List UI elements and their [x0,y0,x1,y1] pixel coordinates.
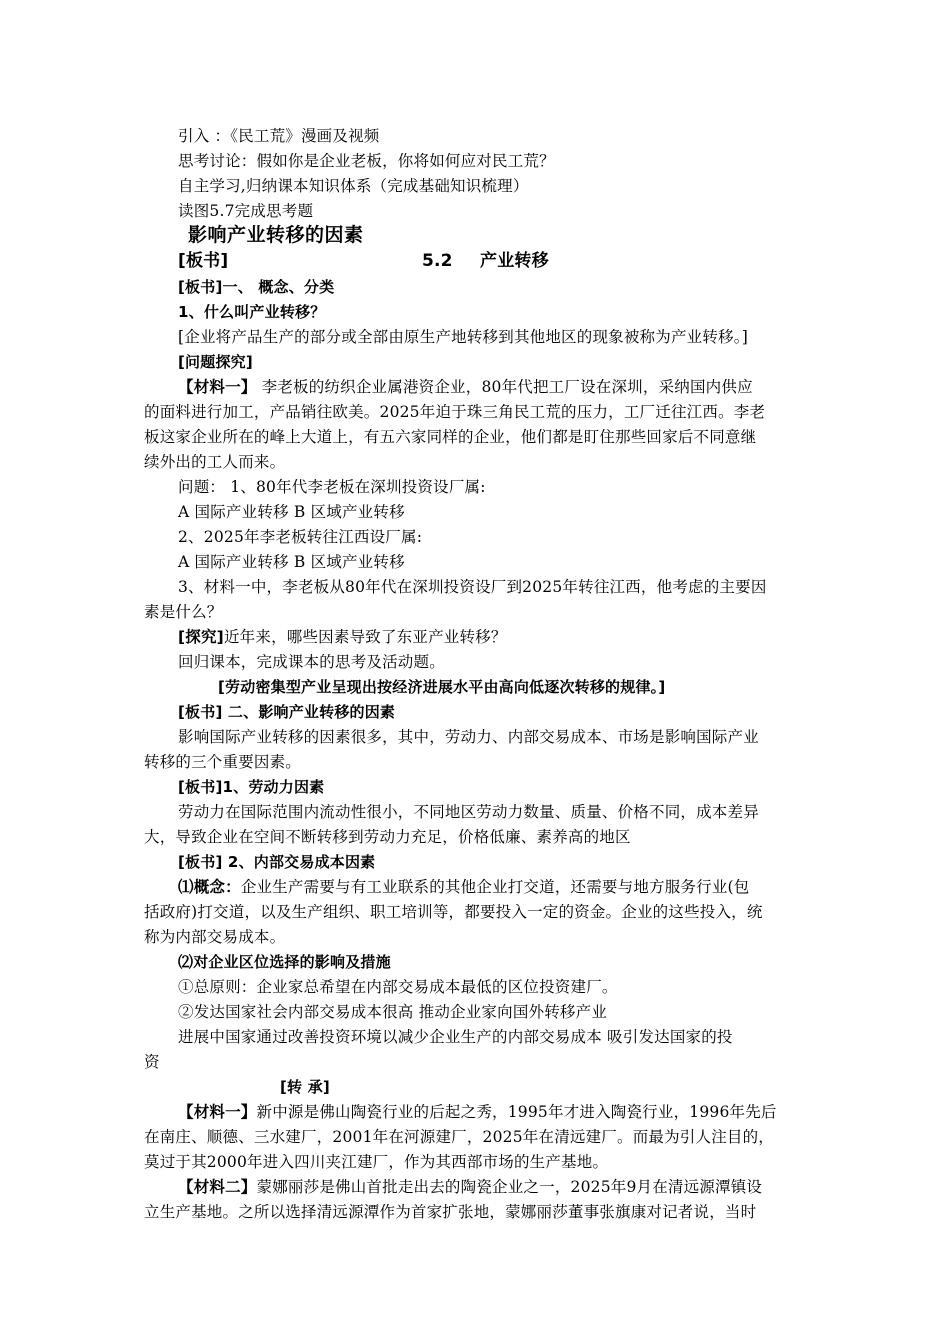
section2-para1-line-1: 影响国际产业转移的因素很多，其中，劳动力、内部交易成本、市场是影响国际产业 [178,728,759,746]
inquiry-label: [探究] [178,628,224,646]
intro-line-3: 自主学习,归纳课本知识体系（完成基础知识梳理） [178,177,529,195]
inquiry-line [178,626,507,648]
lesson-title: 产业转移 [480,251,549,271]
question-3-line-1: 3、材料一中，李老板从80年代在深圳投资设厂到2025年转往江西，他考虑的主要因 [178,578,767,596]
question-2: 2、2025年李老板转往江西设厂属: [178,528,423,546]
rule-statement: [劳动密集型产业呈现出按经济进展水平由高向低逐次转移的规律。] [218,678,666,696]
material1-line-2: 的面料进行加工，产品销往欧美。2025年迫于珠三角民工荒的压力，工厂迁往江西。李老 [144,403,766,421]
material1-line-1 [178,376,753,398]
material1-label: 【材料一】 [178,378,257,396]
section1-heading: [板书]一、 概念、分类 [178,278,335,296]
monalisa-line-2: 立生产基地。之所以选择清远源潭作为首家扩张地，蒙娜丽莎董事张旗康对记者说，当时 [144,1203,757,1221]
question-what-is: 1、什么叫产业转移？ [178,303,326,321]
lesson-number: 5.2 [422,251,453,271]
transition-heading: [转 承] [280,1078,330,1096]
developed-line: ②发达国家社会内部交易成本很高 推动企业家向国外转移产业 [178,1003,608,1021]
intro-line-2: 思考讨论：假如你是企业老板，你将如何应对民工荒？ [178,152,555,170]
material1-line-3: 板这家企业所在的峰上大道上，有五六家同样的企业，他们都是盯住那些回家后不同意继 [144,428,757,446]
concept-text-1: 企业生产需要与有工业联系的其他企业打交道，还需要与地方服务行业(包 [240,878,750,896]
question-1: 问题： 1、80年代李老板在深圳投资设厂属: [178,478,486,496]
inquiry-text: 近年来，哪些因素导致了东亚产业转移？ [223,628,507,646]
definition: [企业将产品生产的部分或全部由原生产地转移到其他地区的现象被称为产业转移。] [178,328,748,346]
concept-line-2: 括政府)打交道，以及生产组织、职工培训等，都要投入一定的资金。企业的这些投入，统 [144,903,763,921]
monalisa-line-1 [178,1176,762,1198]
intro-line-4: 读图5.7完成思考题 [178,202,314,220]
labor-line-1: 劳动力在国际范围内流动性很小，不同地区劳动力数量、质量、价格不同，成本差异 [178,803,759,821]
main-title: 影响产业转移的因素 [188,224,364,246]
xzy-line-2: 在南庄、顺德、三水建厂，2001年在河源建厂，2025年在清远建厂。而最为引人注目的， [144,1128,774,1146]
developing-line-2: 资 [144,1053,160,1071]
xzy-line-1 [178,1101,777,1123]
material1-text-1: 李老板的纺织企业属港资企业，80年代把工厂设在深圳，采纳国内供应 [256,378,753,396]
section2-para1-line-2: 转移的三个重要因素。 [144,753,302,771]
transaction-heading: [板书] 2、内部交易成本因素 [178,853,376,871]
developing-line-1: 进展中国家通过改善投资环境以减少企业生产的内部交易成本 吸引发达国家的投 [178,1028,733,1046]
principle-line: ①总原则：企业家总希望在内部交易成本最低的区位投资建厂。 [178,978,618,996]
concept-line-1 [178,876,749,898]
return-line: 回归课本，完成课本的思考及活动题。 [178,653,445,671]
monalisa-text-1: 蒙娜丽莎是佛山首批走出去的陶瓷企业之一，2025年9月在清远源潭镇设 [256,1178,763,1196]
section2-heading: [板书] 二、影响产业转移的因素 [178,703,396,721]
board-label: [板书] [178,251,229,271]
material1-line-4: 续外出的工人而来。 [144,453,286,471]
concept-label: ⑴概念： [178,878,241,896]
influence-heading: ⑵对企业区位选择的影响及措施 [178,953,391,971]
options-2: A 国际产业转移 B 区域产业转移 [178,553,405,571]
xzy-label: 【材料一】 [178,1103,257,1121]
xzy-line-3: 莫过于其2000年进入四川夹江建厂，作为其西部市场的生产基地。 [144,1153,609,1171]
monalisa-label: 【材料二】 [178,1178,257,1196]
question-3-line-2: 素是什么？ [144,603,223,621]
concept-line-3: 称为内部交易成本。 [144,928,286,946]
options-1: A 国际产业转移 B 区域产业转移 [178,503,405,521]
xzy-text-1: 新中源是佛山陶瓷行业的后起之秀，1995年才进入陶瓷行业，1996年先后 [256,1103,777,1121]
explore-heading: [问题探究] [178,353,253,371]
labor-line-2: 大，导致企业在空间不断转移到劳动力充足，价格低廉、素养高的地区 [144,828,631,846]
labor-heading: [板书]1、劳动力因素 [178,778,325,796]
intro-line-1: 引入 ：《民工荒》漫画及视频 [178,127,380,145]
